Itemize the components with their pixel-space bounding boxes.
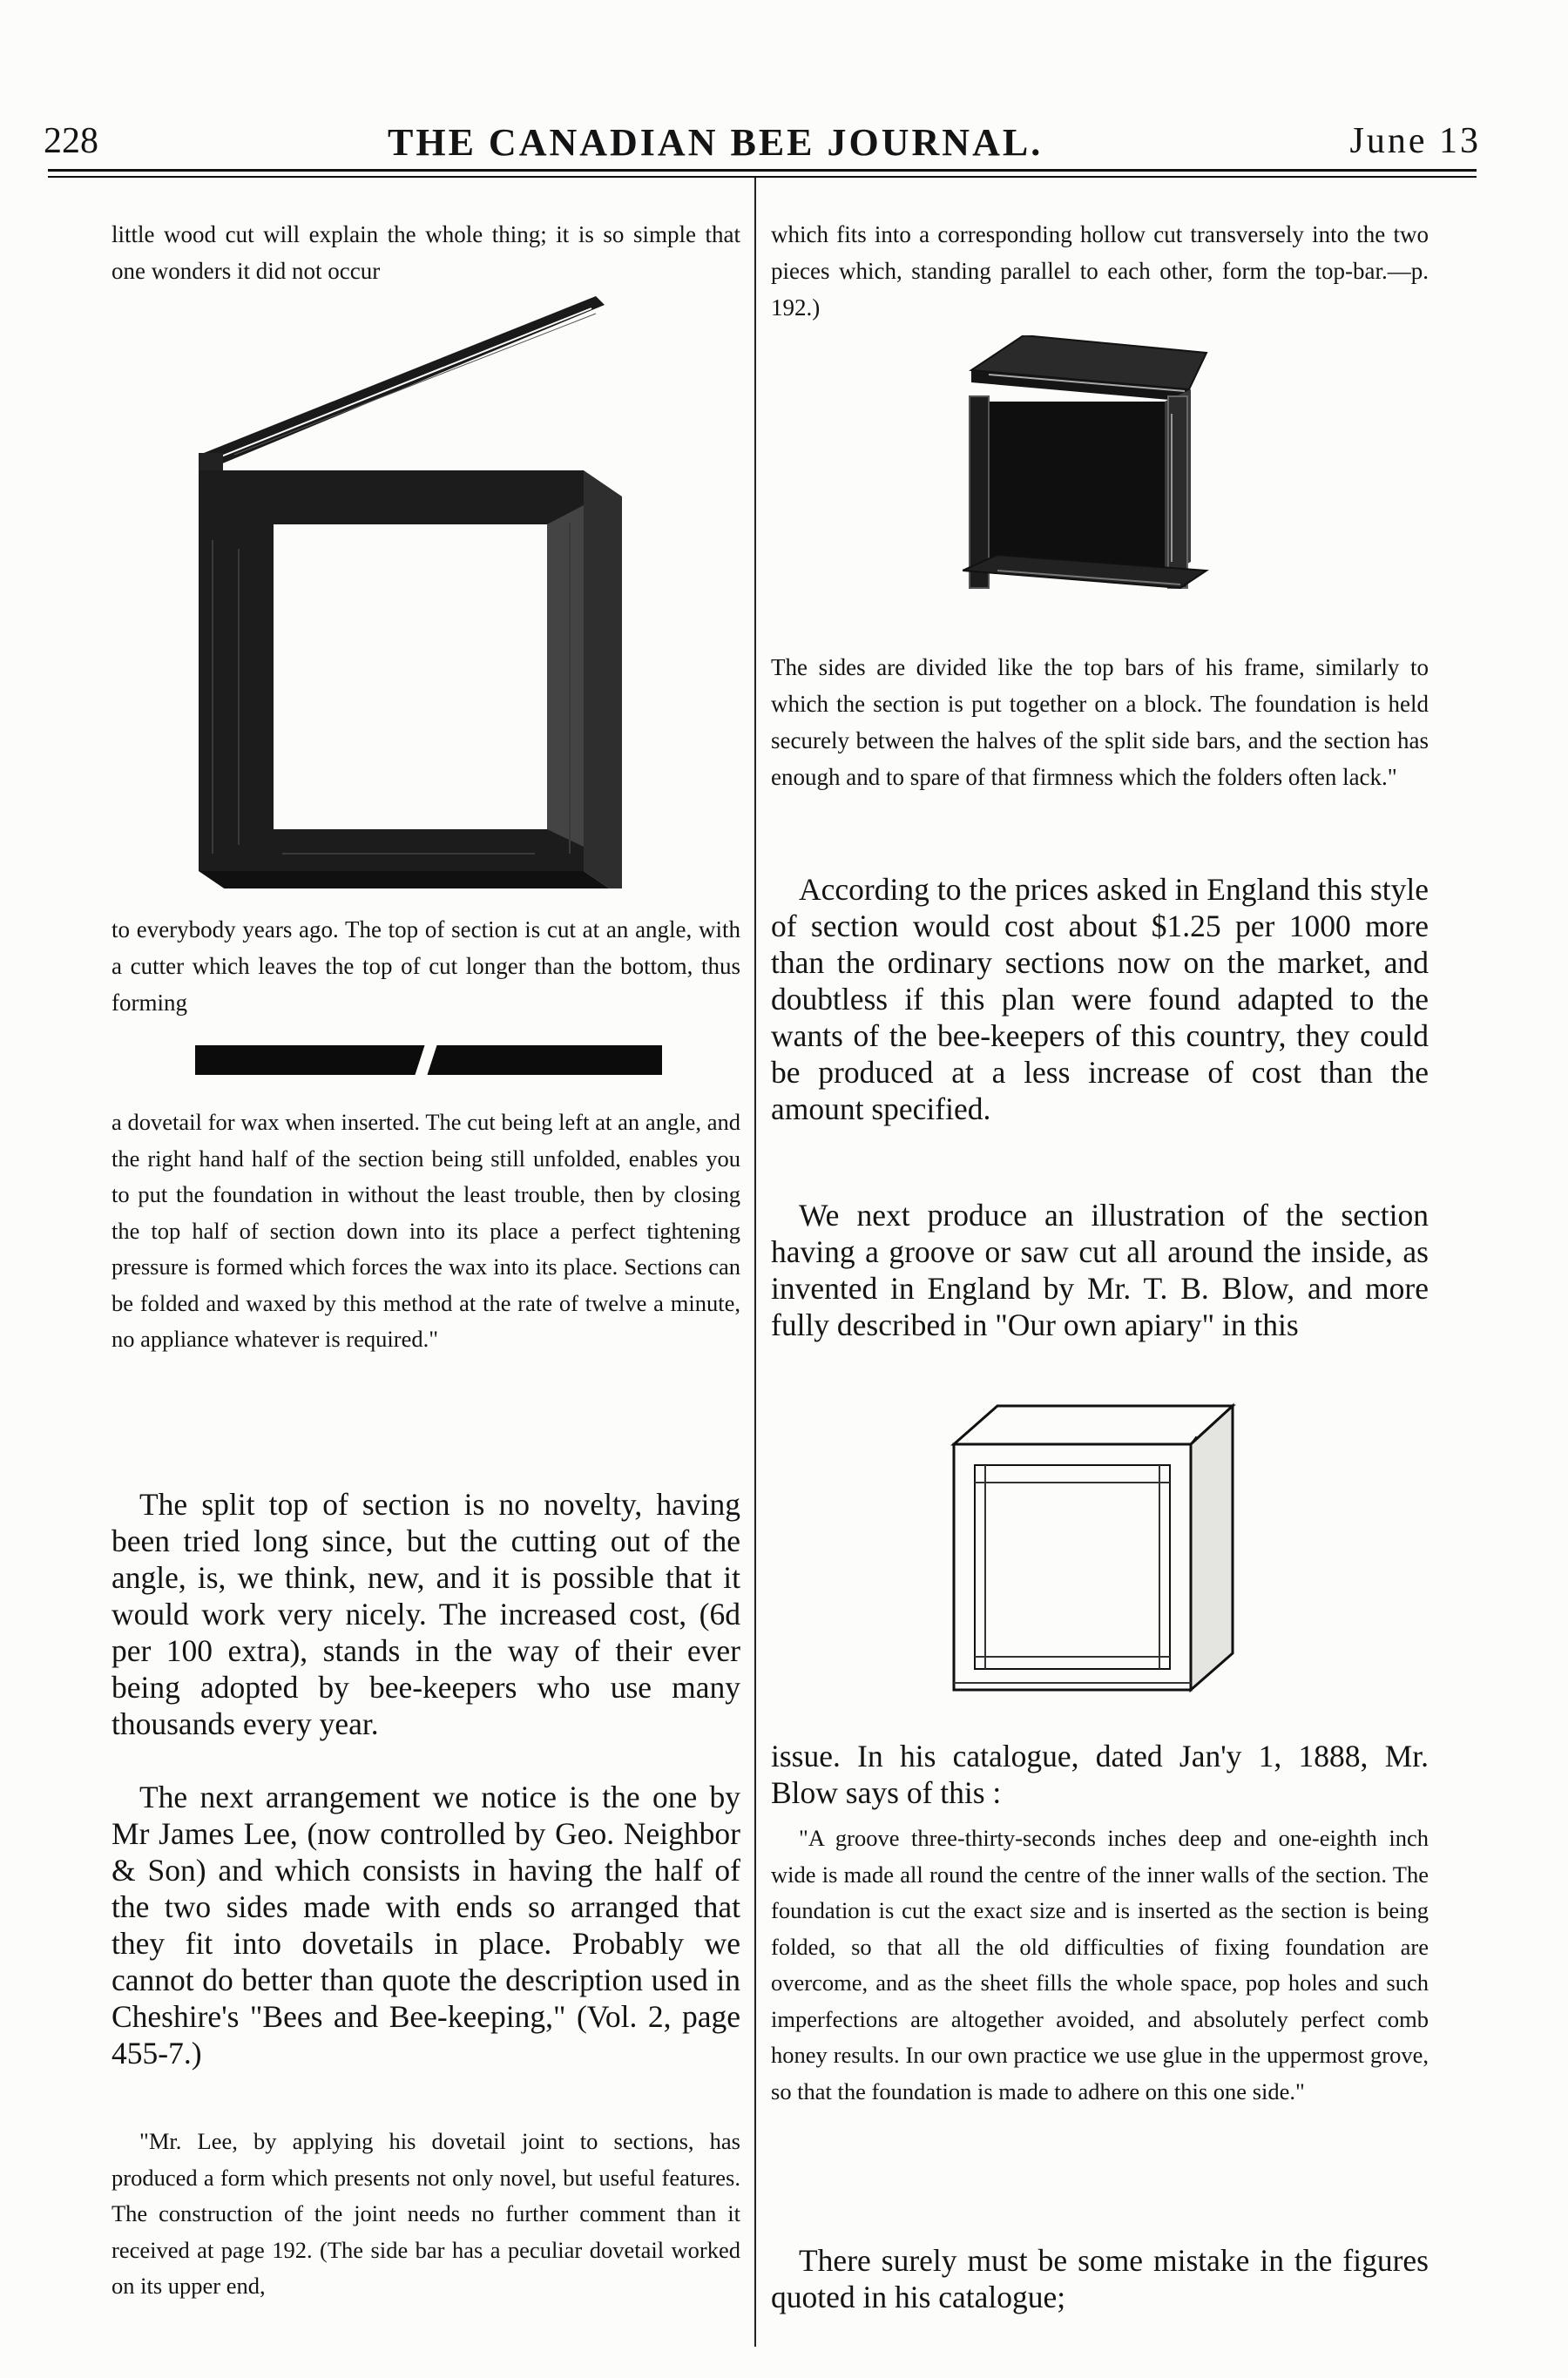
paragraph-sides-divided: The sides are divided like the top bars of his frame, similarly to which the section is put together on a block. The foundation is held securely between the halves of the split side bars, and the section has enough and to spare of that firmness which the folders often lack." (771, 654, 1429, 790)
dovetail-section-illustration (963, 335, 1224, 614)
journal-title: THE CANADIAN BEE JOURNAL. (388, 121, 1044, 164)
paragraph-mr-lee-quote: "Mr. Lee, by applying his dovetail joint to sections, has produced a form which presents not only novel, but useful features. The construction of the joint needs no further comment than it received at page 192. (The side bar has a peculiar dovetail worked on its upper end, (112, 2128, 740, 2299)
split-top-section-illustration (186, 296, 639, 888)
paragraph-prices-england: According to the prices asked in England this style of section would cost about $1.25 per 1000 more than the ordinary sections now on the market, and doubtless if this plan were found adapted to the wants of the bee-keepers of this country, they could be produced at a less increase of cost than the amount specified. (771, 872, 1429, 1126)
column-divider (754, 178, 756, 2347)
paragraph-dovetail-wax: a dovetail for wax when inserted. The cut being left at an angle, and the right hand half of the section being still unfolded, enables you to put the foundation in without the least trouble, then by closing the top half of section down into its place a perfect tightening pressure is formed which forces the wax into its place. Sections can be folded and waxed by this method at the rate of twelve a minute, no appliance whatever is required." (112, 1109, 740, 1352)
paragraph-fits-into: which fits into a corresponding hollow cut transversely into the two pieces which, standing parallel to each other, form the top-bar.—p. 192.) (771, 221, 1429, 321)
header-rule (48, 169, 1477, 172)
groove-section-illustration (945, 1402, 1241, 1707)
paragraph-groove-section: We next produce an illustration of the section having a groove or saw cut all around the inside, as invented in England by Mr. T. B. Blow, and more fully described in "Our own apiary" in this (771, 1198, 1429, 1342)
paragraph-intro: little wood cut will explain the whole thing; it is so simple that one wonders it did not occur (112, 221, 740, 284)
paragraph-intro-continued: to everybody years ago. The top of section is cut at an angle, with a cutter which leaves the top of cut longer than the bottom, thus forming (112, 916, 740, 1016)
paragraph-issue-catalogue: issue. In his catalogue, dated Jan'y 1, 1888, Mr. Blow says of this : (771, 1739, 1429, 1810)
paragraph-groove-quote: "A groove three-thirty-seconds inches deep and one-eighth inch wide is made all round the centre of the inner walls of the section. The foundation is cut the exact size and is inserted as the section is being folded, so that all the old difficulties of fixing foundation are overcome, and as the sheet fills the whole space, pop holes and such imperfections are altogether avoided, and absolutely perfect comb honey results. In our own practice we use glue in the uppermost grove, so that the foundation is made to adhere on this one side." (771, 1825, 1429, 2104)
header-rule-secondary (48, 176, 1477, 178)
dovetail-cut-figure (195, 1045, 662, 1075)
paragraph-next-arrangement: The next arrangement we notice is the one by Mr James Lee, (now controlled by Geo. Neighbor & Son) and which consists in having the half of the two sides made with ends so arranged that they fit into dovetails in place. Probably we cannot do better than quote the description used in Cheshire's "Bees and Bee-keeping," (Vol. 2, page 455-7.) (112, 1780, 740, 2071)
dovetail-notch (415, 1045, 436, 1075)
page-number: 228 (44, 121, 98, 161)
paragraph-split-top: The split top of section is no novelty, having been tried long since, but the cutting out of the angle, is, we think, new, and it is possible that it would work very nicely. The increased cost, (6d per 100 extra), stands in the way of their ever being adopted by bee-keepers who use many thousands every year. (112, 1487, 740, 1741)
paragraph-mistake: There surely must be some mistake in the figures quoted in his catalogue; (771, 2243, 1429, 2314)
page-header (35, 120, 1481, 164)
issue-date: June 13 (1349, 121, 1481, 161)
